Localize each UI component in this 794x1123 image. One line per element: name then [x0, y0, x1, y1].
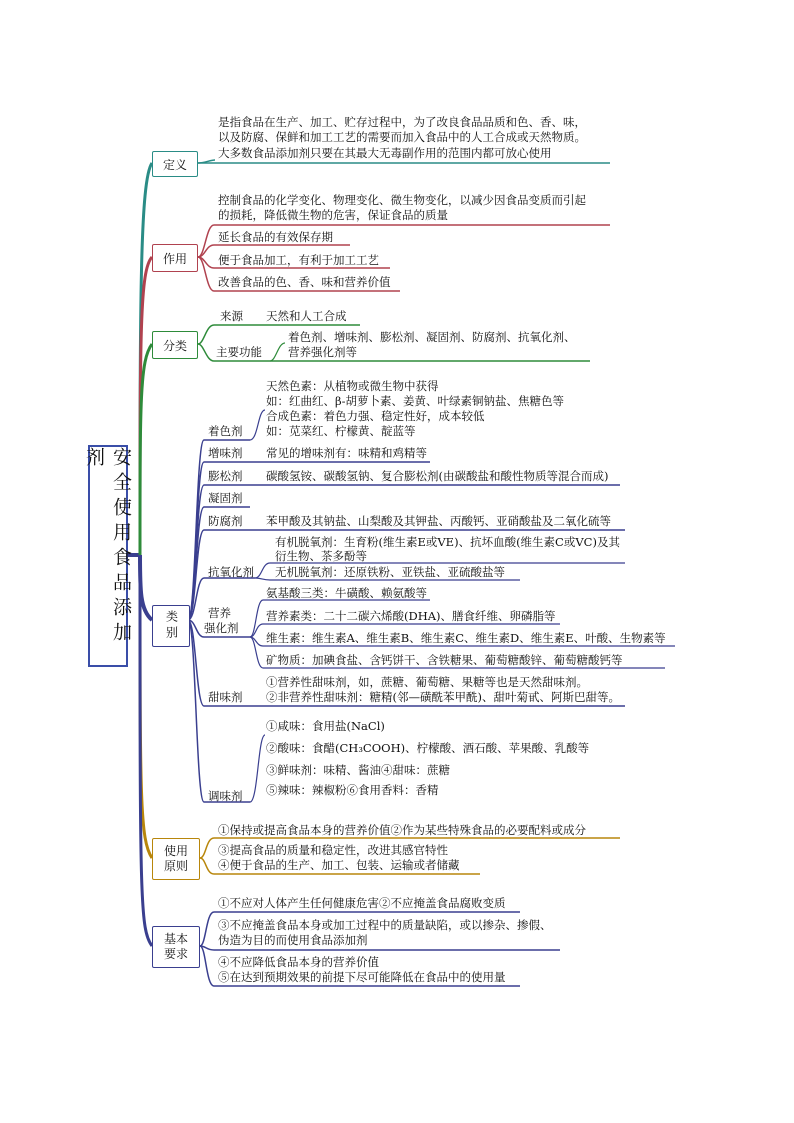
- sweetener-line-1: ①营养性甜味剂，如，蔗糖、葡萄糖、果糖等也是天然甜味剂。: [266, 675, 588, 689]
- requirement-line-4: ④不应降低食品本身的营养价值: [218, 955, 379, 969]
- definition-line-3: 大多数食品添加剂只要在其最大无毒副作用的范围内都可放心使用: [218, 146, 552, 160]
- requirement-label-box: [152, 926, 200, 968]
- principle-label-box: [152, 838, 200, 880]
- colorant-line-4: 如：苋菜红、柠檬黄、靛蓝等: [266, 424, 416, 438]
- colorant-line-1: 天然色素：从植物或微生物中获得: [266, 379, 439, 393]
- definition-label: 定义: [152, 151, 198, 177]
- fortifier-label-2: 强化剂: [204, 621, 239, 635]
- antioxidant-label: 抗氧化剂: [208, 565, 254, 579]
- requirement-line-2: ③不应掩盖食品本身或加工过程中的质量缺陷，或以掺杂、掺假、: [218, 918, 552, 932]
- preservative-text: 苯甲酸及其钠盐、山梨酸及其钾盐、丙酸钙、亚硝酸盐及二氧化硫等: [266, 514, 611, 528]
- types-label: 类别: [164, 610, 179, 642]
- definition-line-2: 以及防腐、保鲜和加工工艺的需要而加入食品中的人工合成或天然物质。: [218, 130, 586, 144]
- source-label: 来源: [220, 309, 243, 323]
- function-label: 作用: [152, 244, 198, 272]
- function-type-line-2: 营养强化剂等: [288, 345, 357, 359]
- principle-line-3: ④便于食品的生产、加工、包装、运输或者储藏: [218, 858, 460, 872]
- definition-line-1: 是指食品在生产、加工、贮存过程中，为了改良食品品质和色、香、味，: [218, 115, 586, 129]
- principle-line-2: ③提高食品的质量和稳定性，改进其感官特性: [218, 843, 448, 857]
- leavening-label: 膨松剂: [208, 469, 243, 483]
- requirement-line-1: ①不应对人体产生任何健康危害②不应掩盖食品腐败变质: [218, 896, 506, 910]
- colorant-label: 着色剂: [208, 424, 243, 438]
- requirement-label-2: 要求: [163, 947, 188, 961]
- types-label-box: [152, 605, 190, 647]
- fortifier-amino: 氨基酸三类：牛磺酸、赖氨酸等: [266, 586, 427, 600]
- seasoning-label: 调味剂: [208, 789, 243, 803]
- sweetener-line-2: ②非营养性甜味剂：糖精(邻—磺酰苯甲酰)、甜叶菊甙、阿斯巴甜等。: [266, 690, 620, 704]
- sweetener-label: 甜味剂: [208, 690, 243, 704]
- requirement-label-1: 基本: [163, 932, 188, 946]
- seasoning-umami: ③鲜味剂：味精、酱油④甜味：蔗糖: [266, 763, 450, 777]
- requirement-line-3: 伪造为目的而使用食品添加剂: [218, 933, 368, 947]
- flavor-label: 增味剂: [208, 446, 243, 460]
- function-type-label: 主要功能: [216, 345, 262, 359]
- seasoning-sour: ②酸味：食醋(CH₃COOH)、柠檬酸、酒石酸、苹果酸、乳酸等: [266, 741, 590, 755]
- function-intro-1: 控制食品的化学变化、物理变化、微生物变化，以减少因食品变质而引起: [218, 193, 586, 207]
- preservative-label: 防腐剂: [208, 514, 243, 528]
- antioxidant-line-2: 衍生物、茶多酚等: [275, 549, 367, 563]
- colorant-line-3: 合成色素：着色力强、稳定性好，成本较低: [266, 409, 485, 423]
- principle-label-2: 原则: [163, 859, 188, 873]
- seasoning-salty: ①咸味：食用盐(NaCl): [266, 719, 385, 733]
- principle-label-1: 使用: [163, 844, 188, 858]
- root-title: 安全使用食品添加剂: [83, 447, 132, 647]
- requirement-line-5: ⑤在达到预期效果的前提下尽可能降低在食品中的使用量: [218, 970, 506, 984]
- coagulant-label: 凝固剂: [208, 491, 243, 505]
- function-item-3: 改善食品的色、香、味和营养价值: [218, 275, 391, 289]
- source-value: 天然和人工合成: [266, 309, 347, 323]
- antioxidant-line-3: 无机脱氧剂：还原铁粉、亚铁盐、亚硫酸盐等: [275, 565, 505, 579]
- fortifier-label-1: 营养: [208, 606, 231, 620]
- principle-line-1: ①保持或提高食品本身的营养价值②作为某些特殊食品的必要配料或成分: [218, 823, 586, 837]
- classification-label: 分类: [152, 331, 198, 359]
- seasoning-spicy: ⑤辣味：辣椒粉⑥食用香料：香精: [266, 783, 439, 797]
- leavening-text: 碳酸氢铵、碳酸氢钠、复合膨松剂(由碳酸盐和酸性物质等混合而成): [266, 469, 609, 483]
- fortifier-mineral: 矿物质：加碘食盐、含钙饼干、含铁糖果、葡萄糖酸锌、葡萄糖酸钙等: [266, 653, 623, 667]
- antioxidant-line-1: 有机脱氧剂：生育粉(维生素E或VE)、抗坏血酸(维生素C或VC)及其: [275, 535, 620, 549]
- function-item-2: 便于食品加工，有利于加工工艺: [218, 253, 379, 267]
- function-item-1: 延长食品的有效保存期: [218, 230, 333, 244]
- root-title-box: [83, 445, 132, 667]
- colorant-line-2: 如：红曲红、β-胡萝卜素、姜黄、叶绿素铜钠盐、焦糖色等: [266, 394, 565, 408]
- fortifier-nutrient: 营养素类：二十二碳六烯酸(DHA)、膳食纤维、卵磷脂等: [266, 609, 556, 623]
- fortifier-vitamin: 维生素：维生素A、维生素B、维生素C、维生素D、维生素E、叶酸、生物素等: [266, 631, 666, 645]
- flavor-text: 常见的增味剂有：味精和鸡精等: [266, 446, 427, 460]
- function-intro-2: 的损耗，降低微生物的危害，保证食品的质量: [218, 208, 448, 222]
- function-type-line-1: 着色剂、增味剂、膨松剂、凝固剂、防腐剂、抗氧化剂、: [288, 330, 576, 344]
